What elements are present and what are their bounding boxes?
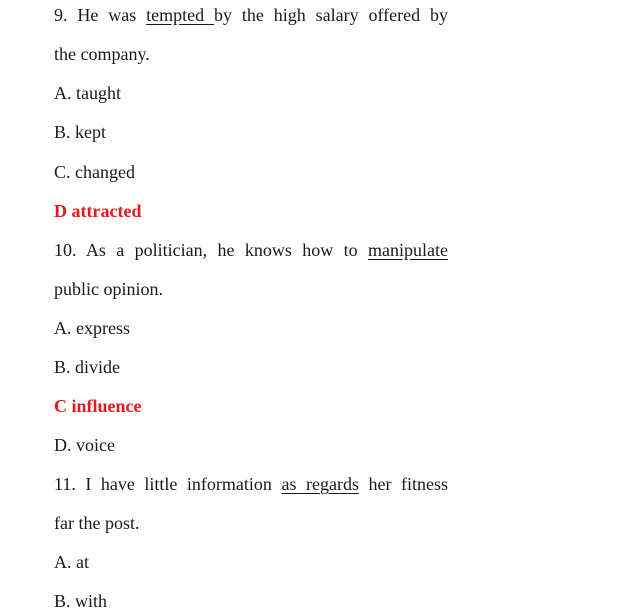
- question-9-stem-line-2: the company.: [54, 44, 150, 64]
- question-9-option-d-answer: D attracted: [54, 201, 142, 221]
- question-11-stem-line-2: far the post.: [54, 513, 140, 533]
- question-10-option-b: B. divide: [54, 357, 120, 377]
- question-9-option-b: B. kept: [54, 122, 106, 142]
- question-10-key-term: manipulate: [368, 240, 448, 260]
- question-9-option-c: C. changed: [54, 162, 135, 182]
- question-10-option-c-answer: C influence: [54, 396, 142, 416]
- question-9-key-term: tempted: [146, 5, 214, 25]
- question-10-stem-line-1: 10. As a politician, he knows how to manipulate: [54, 240, 448, 260]
- question-10-stem-line-2: public opinion.: [54, 279, 163, 299]
- question-9-option-a: A. taught: [54, 83, 121, 103]
- question-11-option-b: B. with: [54, 591, 108, 611]
- question-10-option-a: A. express: [54, 318, 130, 338]
- question-10-option-d: D. voice: [54, 435, 115, 455]
- question-9-stem-line-1: 9. He was tempted by the high salary offered by: [54, 5, 449, 25]
- question-11-option-a: A. at: [54, 552, 89, 572]
- question-11-key-term: as regards: [281, 474, 359, 494]
- question-11-stem-line-1: 11. I have little information as regards her fitness: [54, 474, 448, 494]
